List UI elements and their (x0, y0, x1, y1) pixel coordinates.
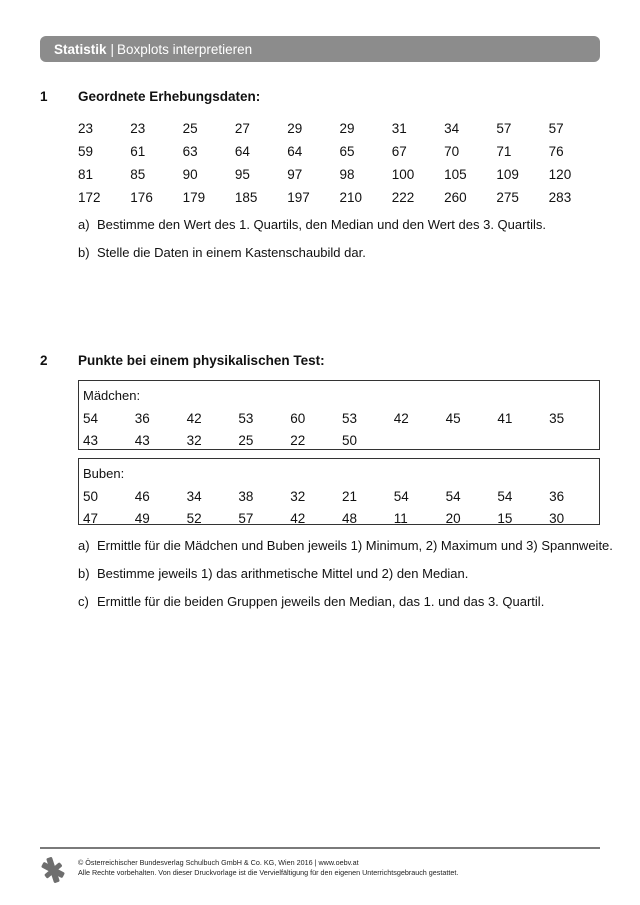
task1-row (78, 163, 600, 186)
data-cell: 43 (83, 432, 99, 448)
footer-copyright (78, 858, 458, 878)
boys-label: Buben: (83, 466, 125, 481)
question-letter: a) (78, 538, 90, 553)
data-cell: 85 (130, 167, 146, 182)
data-cell: 22 (290, 432, 306, 448)
task2-question-c (78, 594, 544, 609)
task2-question-a (78, 538, 613, 553)
data-cell: 21 (341, 488, 358, 504)
data-cell: 54 (83, 410, 99, 426)
data-cell: 34 (186, 488, 202, 504)
data-cell: 42 (393, 410, 409, 426)
question-text: Ermittle für die Mädchen und Buben jeweils 1) Minimum, 2) Maximum und 3) Spannweite. (97, 538, 613, 553)
data-cell: 59 (78, 144, 94, 159)
data-cell: 176 (130, 190, 153, 205)
data-cell: 47 (83, 510, 99, 526)
data-cell: 29 (339, 121, 355, 136)
data-cell: 23 (78, 121, 94, 136)
boys-row (83, 507, 599, 529)
data-cell: 109 (496, 167, 519, 182)
task2-question-b (78, 566, 468, 581)
task1-title: Geordnete Erhebungsdaten: (78, 89, 261, 104)
question-text: Stelle die Daten in einem Kastenschaubild dar. (97, 245, 366, 260)
data-cell: 65 (339, 144, 355, 159)
data-cell: 57 (238, 510, 254, 526)
data-cell: 283 (548, 190, 572, 205)
data-cell: 172 (78, 190, 101, 205)
data-cell: 197 (287, 190, 310, 205)
data-cell: 27 (234, 121, 250, 136)
data-cell: 36 (134, 410, 150, 426)
data-cell: 90 (182, 167, 198, 182)
task1-number: 1 (40, 89, 48, 104)
data-cell: 61 (130, 144, 146, 159)
data-cell: 31 (391, 121, 407, 136)
data-cell: 275 (496, 190, 519, 205)
boys-row (83, 485, 599, 507)
girls-row (83, 429, 599, 451)
data-cell: 20 (445, 510, 461, 526)
task2-number: 2 (40, 353, 48, 368)
footer-divider (40, 847, 600, 849)
data-cell: 60 (290, 410, 306, 426)
data-cell: 36 (549, 488, 565, 504)
data-cell: 41 (497, 410, 513, 426)
data-cell: 54 (393, 488, 409, 504)
data-cell: 71 (496, 144, 512, 159)
data-cell: 32 (186, 432, 202, 448)
data-cell: 25 (182, 121, 198, 136)
header-topic: Boxplots interpretieren (117, 41, 253, 57)
data-cell: 64 (234, 144, 250, 159)
data-cell: 100 (391, 167, 415, 182)
data-cell: 67 (391, 144, 407, 159)
data-cell: 97 (287, 167, 303, 182)
question-text: Bestimme jeweils 1) das arithmetische Mittel und 2) den Median. (97, 566, 469, 581)
data-cell: 42 (186, 410, 202, 426)
data-cell: 45 (445, 410, 461, 426)
girls-label: Mädchen: (83, 388, 141, 403)
data-cell: 105 (444, 167, 467, 182)
data-cell: 57 (548, 121, 564, 136)
task1-question-b (78, 245, 366, 260)
data-cell: 34 (444, 121, 460, 136)
data-cell: 30 (549, 510, 565, 526)
footer-line-2: Alle Rechte vorbehalten. Von dieser Druckvorlage ist die Vervielfältigung für den eigenen Unterrichtsgebrauch gestattet. (78, 868, 459, 877)
data-cell: 95 (234, 167, 250, 182)
task1-row (78, 186, 600, 209)
task1-data-grid (78, 117, 600, 209)
data-cell: 23 (130, 121, 146, 136)
data-cell: 42 (290, 510, 306, 526)
header-subject: Statistik (54, 41, 107, 57)
header-separator: | (110, 41, 115, 57)
data-cell: 52 (186, 510, 202, 526)
header-bar (40, 36, 600, 62)
data-cell: 50 (341, 432, 358, 448)
question-text: Bestimme den Wert des 1. Quartils, den Median und den Wert des 3. Quartils. (97, 217, 546, 232)
data-cell: 32 (290, 488, 306, 504)
question-text: Ermittle für die beiden Gruppen jeweils den Median, das 1. und das 3. Quartil. (97, 594, 545, 609)
data-cell: 81 (78, 167, 94, 182)
task1-row (78, 140, 600, 163)
data-cell: 38 (238, 488, 254, 504)
data-cell: 57 (496, 121, 512, 136)
data-cell: 70 (444, 144, 460, 159)
question-letter: b) (78, 566, 90, 581)
data-cell: 46 (134, 488, 150, 504)
data-cell: 64 (287, 144, 303, 159)
data-cell: 185 (234, 190, 258, 205)
data-cell: 25 (238, 432, 254, 448)
data-cell: 48 (341, 510, 358, 526)
data-cell: 120 (548, 167, 572, 182)
data-cell: 222 (391, 190, 415, 205)
data-cell: 54 (445, 488, 461, 504)
data-cell: 54 (497, 488, 513, 504)
data-cell: 63 (182, 144, 198, 159)
task1-row (78, 117, 600, 140)
boys-data-box (78, 458, 600, 525)
data-cell: 179 (182, 190, 206, 205)
data-cell: 50 (83, 488, 99, 504)
data-cell: 35 (549, 410, 565, 426)
question-letter: b) (78, 245, 90, 260)
data-cell: 29 (287, 121, 303, 136)
oebv-logo-icon (40, 856, 66, 884)
girls-data-box (78, 380, 600, 450)
footer-line-1: © Österreichischer Bundesverlag Schulbuch GmbH & Co. KG, Wien 2016 | www.oebv.at (78, 858, 359, 867)
data-cell: 43 (134, 432, 150, 448)
girls-row (83, 407, 599, 429)
question-letter: c) (78, 594, 89, 609)
data-cell: 260 (444, 190, 467, 205)
data-cell: 53 (341, 410, 358, 426)
question-letter: a) (78, 217, 90, 232)
data-cell: 98 (339, 167, 355, 182)
data-cell: 210 (339, 190, 363, 205)
task1-question-a (78, 217, 546, 232)
data-cell: 15 (497, 510, 513, 526)
data-cell: 53 (238, 410, 254, 426)
data-cell: 11 (393, 510, 408, 526)
data-cell: 49 (134, 510, 150, 526)
task2-title: Punkte bei einem physikalischen Test: (78, 353, 325, 368)
data-cell: 76 (548, 144, 564, 159)
